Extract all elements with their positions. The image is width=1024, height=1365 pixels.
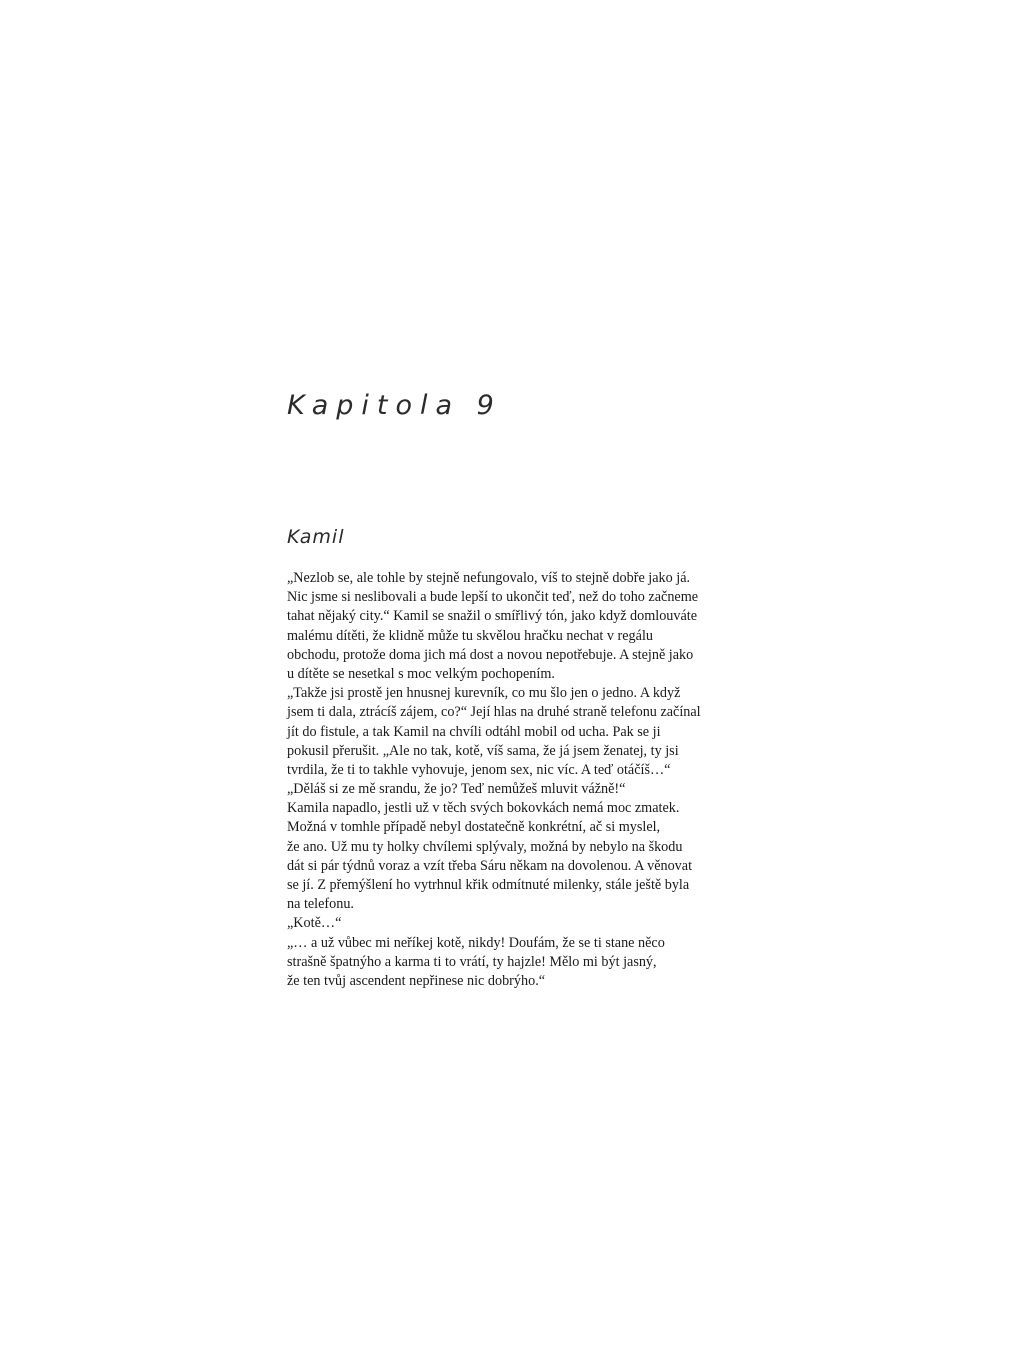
text-line: „… a už vůbec mi neříkej kotě, nikdy! Doufám, že se ti stane něco [287,934,665,951]
text-line: jít do fistule, a tak Kamil na chvíli odtáhl mobil od ucha. Pak se ji [287,723,661,740]
text-line: „Takže jsi prostě jen hnusnej kurevník, co mu šlo jen o jedno. A když [287,685,681,702]
body-text [287,569,757,991]
text-line: „Děláš si ze mě srandu, že jo? Teď nemůžeš mluvit vážně!“ [287,781,626,798]
text-line: u dítěte se nesetkal s moc velkým pochopením. [287,665,555,682]
text-line: Nic jsme si neslibovali a bude lepší to ukončit teď, než do toho začneme [287,589,699,606]
text-line: dát si pár týdnů voraz a vzít třeba Sáru někam na dovolenou. A věnovat [287,857,693,874]
text-line: tvrdila, že ti to takhle vyhovuje, jenom sex, nic víc. A teď otáčíš…“ [287,761,671,778]
text-line: pokusil přerušit. „Ale no tak, kotě, víš sama, že já jsem ženatej, ty jsi [287,742,679,759]
text-line: že ano. Už mu ty holky chvílemi splývaly, možná by nebylo na škodu [287,838,683,855]
text-line: obchodu, protože doma jich má dost a novou nepotřebuje. A stejně jako [287,646,694,663]
text-line: jsem ti dala, ztrácíš zájem, co?“ Její hlas na druhé straně telefonu začínal [287,704,701,721]
text-line: tahat nějaký city.“ Kamil se snažil o smířlivý tón, jako když domlouváte [287,608,698,625]
section-heading: Kamil [287,526,345,548]
text-line: že ten tvůj ascendent nepřinese nic dobrýho.“ [287,972,546,989]
text-line: Kamila napadlo, jestli už v těch svých bokovkách nemá moc zmatek. [287,800,680,817]
text-line: malému dítěti, že klidně může tu skvělou hračku nechat v regálu [287,627,653,644]
chapter-title: Kapitola 9 [287,390,502,421]
text-line: „Kotě…“ [287,915,342,932]
text-line: Možná v tomhle případě nebyl dostatečně konkrétní, ač si myslel, [287,819,661,836]
text-line: „Nezlob se, ale tohle by stejně nefungovalo, víš to stejně dobře jako já. [287,570,691,586]
text-line: strašně špatnýho a karma ti to vrátí, ty hajzle! Mělo mi být jasný, [287,953,657,970]
text-line: na telefonu. [287,896,354,913]
text-line: se jí. Z přemýšlení ho vytrhnul křik odmítnuté milenky, stále ještě byla [287,877,690,893]
